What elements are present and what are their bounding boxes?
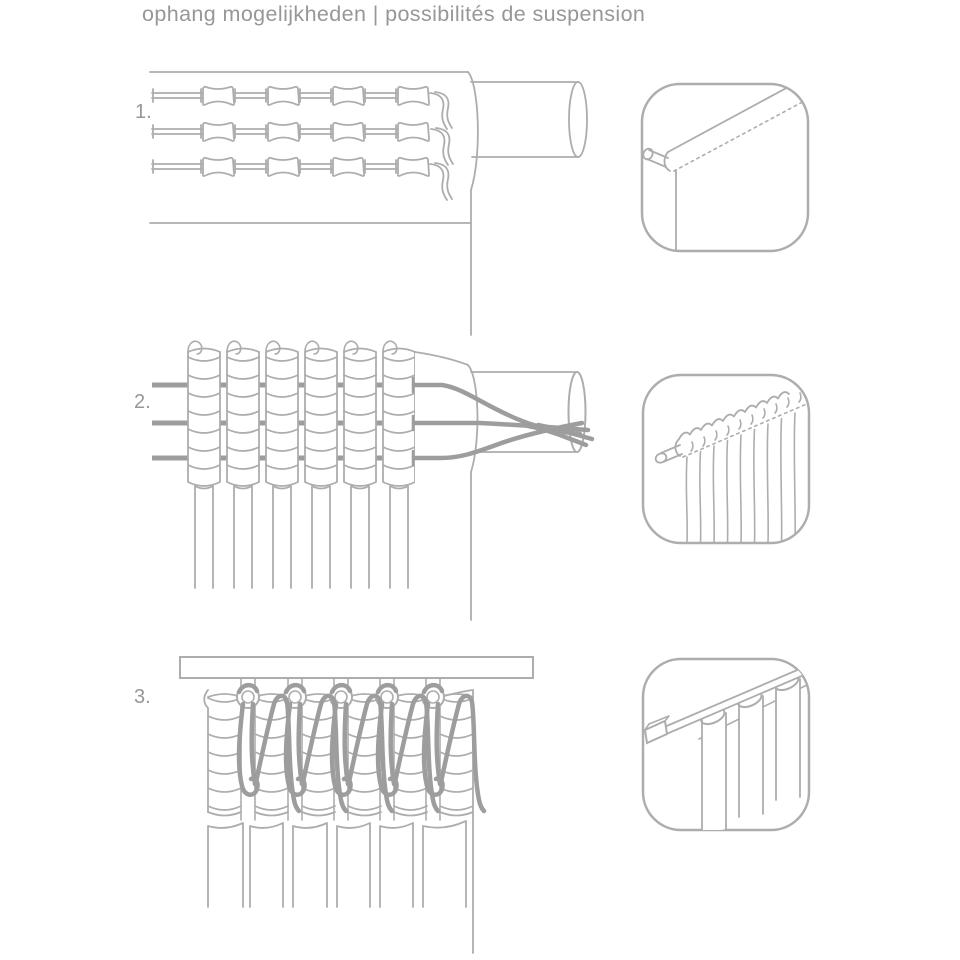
rail-with-wave-folds-detail-icon <box>641 657 811 832</box>
method-1-number: 1. <box>135 101 152 123</box>
gathered-curtain-on-rod-detail-icon <box>641 373 811 545</box>
method-3-main-illustration <box>130 640 610 960</box>
page-title: ophang mogelijkheden | possibilités de suspension <box>142 2 646 26</box>
method-2-number: 2. <box>134 391 151 413</box>
method-1-main-illustration <box>130 60 610 350</box>
method-3-number: 3. <box>134 686 151 708</box>
rod-pocket-detail-icon <box>640 82 810 253</box>
method-2-main-illustration <box>130 335 610 635</box>
